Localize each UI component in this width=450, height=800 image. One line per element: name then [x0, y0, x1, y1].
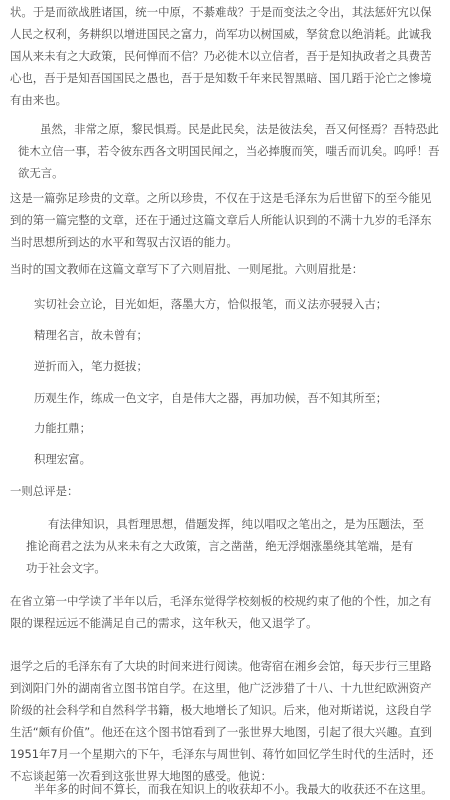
paragraph-2: 虽然，非常之原，黎民惧焉。民是此民矣，法是彼法矣，吾又何怪焉？吾特恐此徙木立信一事，若令彼东西各文明国民闻之，当必捧腹而笑，嗤舌而讥矣。呜呼！吾欲无言。	[18, 122, 440, 180]
comment-6: 积理宏富。	[34, 452, 91, 466]
comment-1: 实切社会立论，目光如炬，落墨大方，恰似报笔，而义法亦骎骎入古；	[34, 297, 388, 311]
paragraph-4: 当时的国文教师在这篇文章写下了六则眉批、一则尾批。六则眉批是：	[10, 262, 364, 276]
comment-3: 逆折而入，笔力挺拔；	[34, 359, 148, 373]
paragraph-5: 一则总评是：	[10, 484, 79, 498]
final-comment: 有法律知识，具哲理思想，借题发挥，纯以唱叹之笔出之，是为压题法，至推论商君之法为从来未有之大政策，言之凿凿，绝无浮烟涨墨绕其笔端，是有功于社会文字。	[26, 517, 424, 575]
paragraph-3: 这是一篇弥足珍贵的文章。之所以珍贵，不仅在于这是毛泽东为后世留下的至今能见到的第一篇完整的文章，还在于通过这篇文章后人所能认识到的不满十九岁的毛泽东当时思想所到达的水平和驾驭古汉语的能力。	[10, 191, 432, 249]
comment-4: 历观生作，练成一色文字，自是伟大之器，再加功候，吾不知其所至；	[34, 391, 388, 405]
comment-2: 精理名言，故未曾有；	[34, 328, 148, 342]
paragraph-6: 在省立第一中学读了半年以后，毛泽东觉得学校刻板的校规约束了他的个性，加之有限的课程远远不能满足自己的需求，这年秋天，他又退学了。	[10, 594, 432, 630]
comment-5: 力能扛鼎；	[34, 421, 91, 435]
paragraph-7: 退学之后的毛泽东有了大块的时间来进行阅读。他寄宿在湘乡会馆，每天步行三里路到浏阳门外的湖南省立图书馆自学。在这里，他广泛涉猎了十八、十九世纪欧洲资产阶级的社会科学和自然科学书籍，极大地增长了知识。后来，他对斯诺说，这段自学生活“颇有价值”。他还在这个图书馆看到了一张世界大地图，引起了很大兴趣。直到1951年7月一个星期六的下午，毛泽东与周世钊、蒋竹如回忆学生时代的生活时，还不忘谈起第一次看到这张世界大地图的感受。他说：	[10, 659, 434, 783]
paragraph-8: 半年多的时间不算长，而我在知识上的收获却不小。我最大的收获还不在这里。	[34, 782, 433, 796]
paragraph-1: 状。于是而欲战胜诸国，统一中原，不綦难哉？于是而变法之令出，其法惩奸宄以保人民之权利，务耕织以增进国民之富力，尚军功以树国威，孥贫怠以绝消耗。此诚我国从来未有之大政策，民何惮而不信？乃必徙木以立信者，吾于是知执政者之具费苦心也，吾于是知吾国国民之愚也，吾于是知数千年来民智黑暗、国几蹈于沦亡之惨境有由来也。	[10, 5, 432, 107]
